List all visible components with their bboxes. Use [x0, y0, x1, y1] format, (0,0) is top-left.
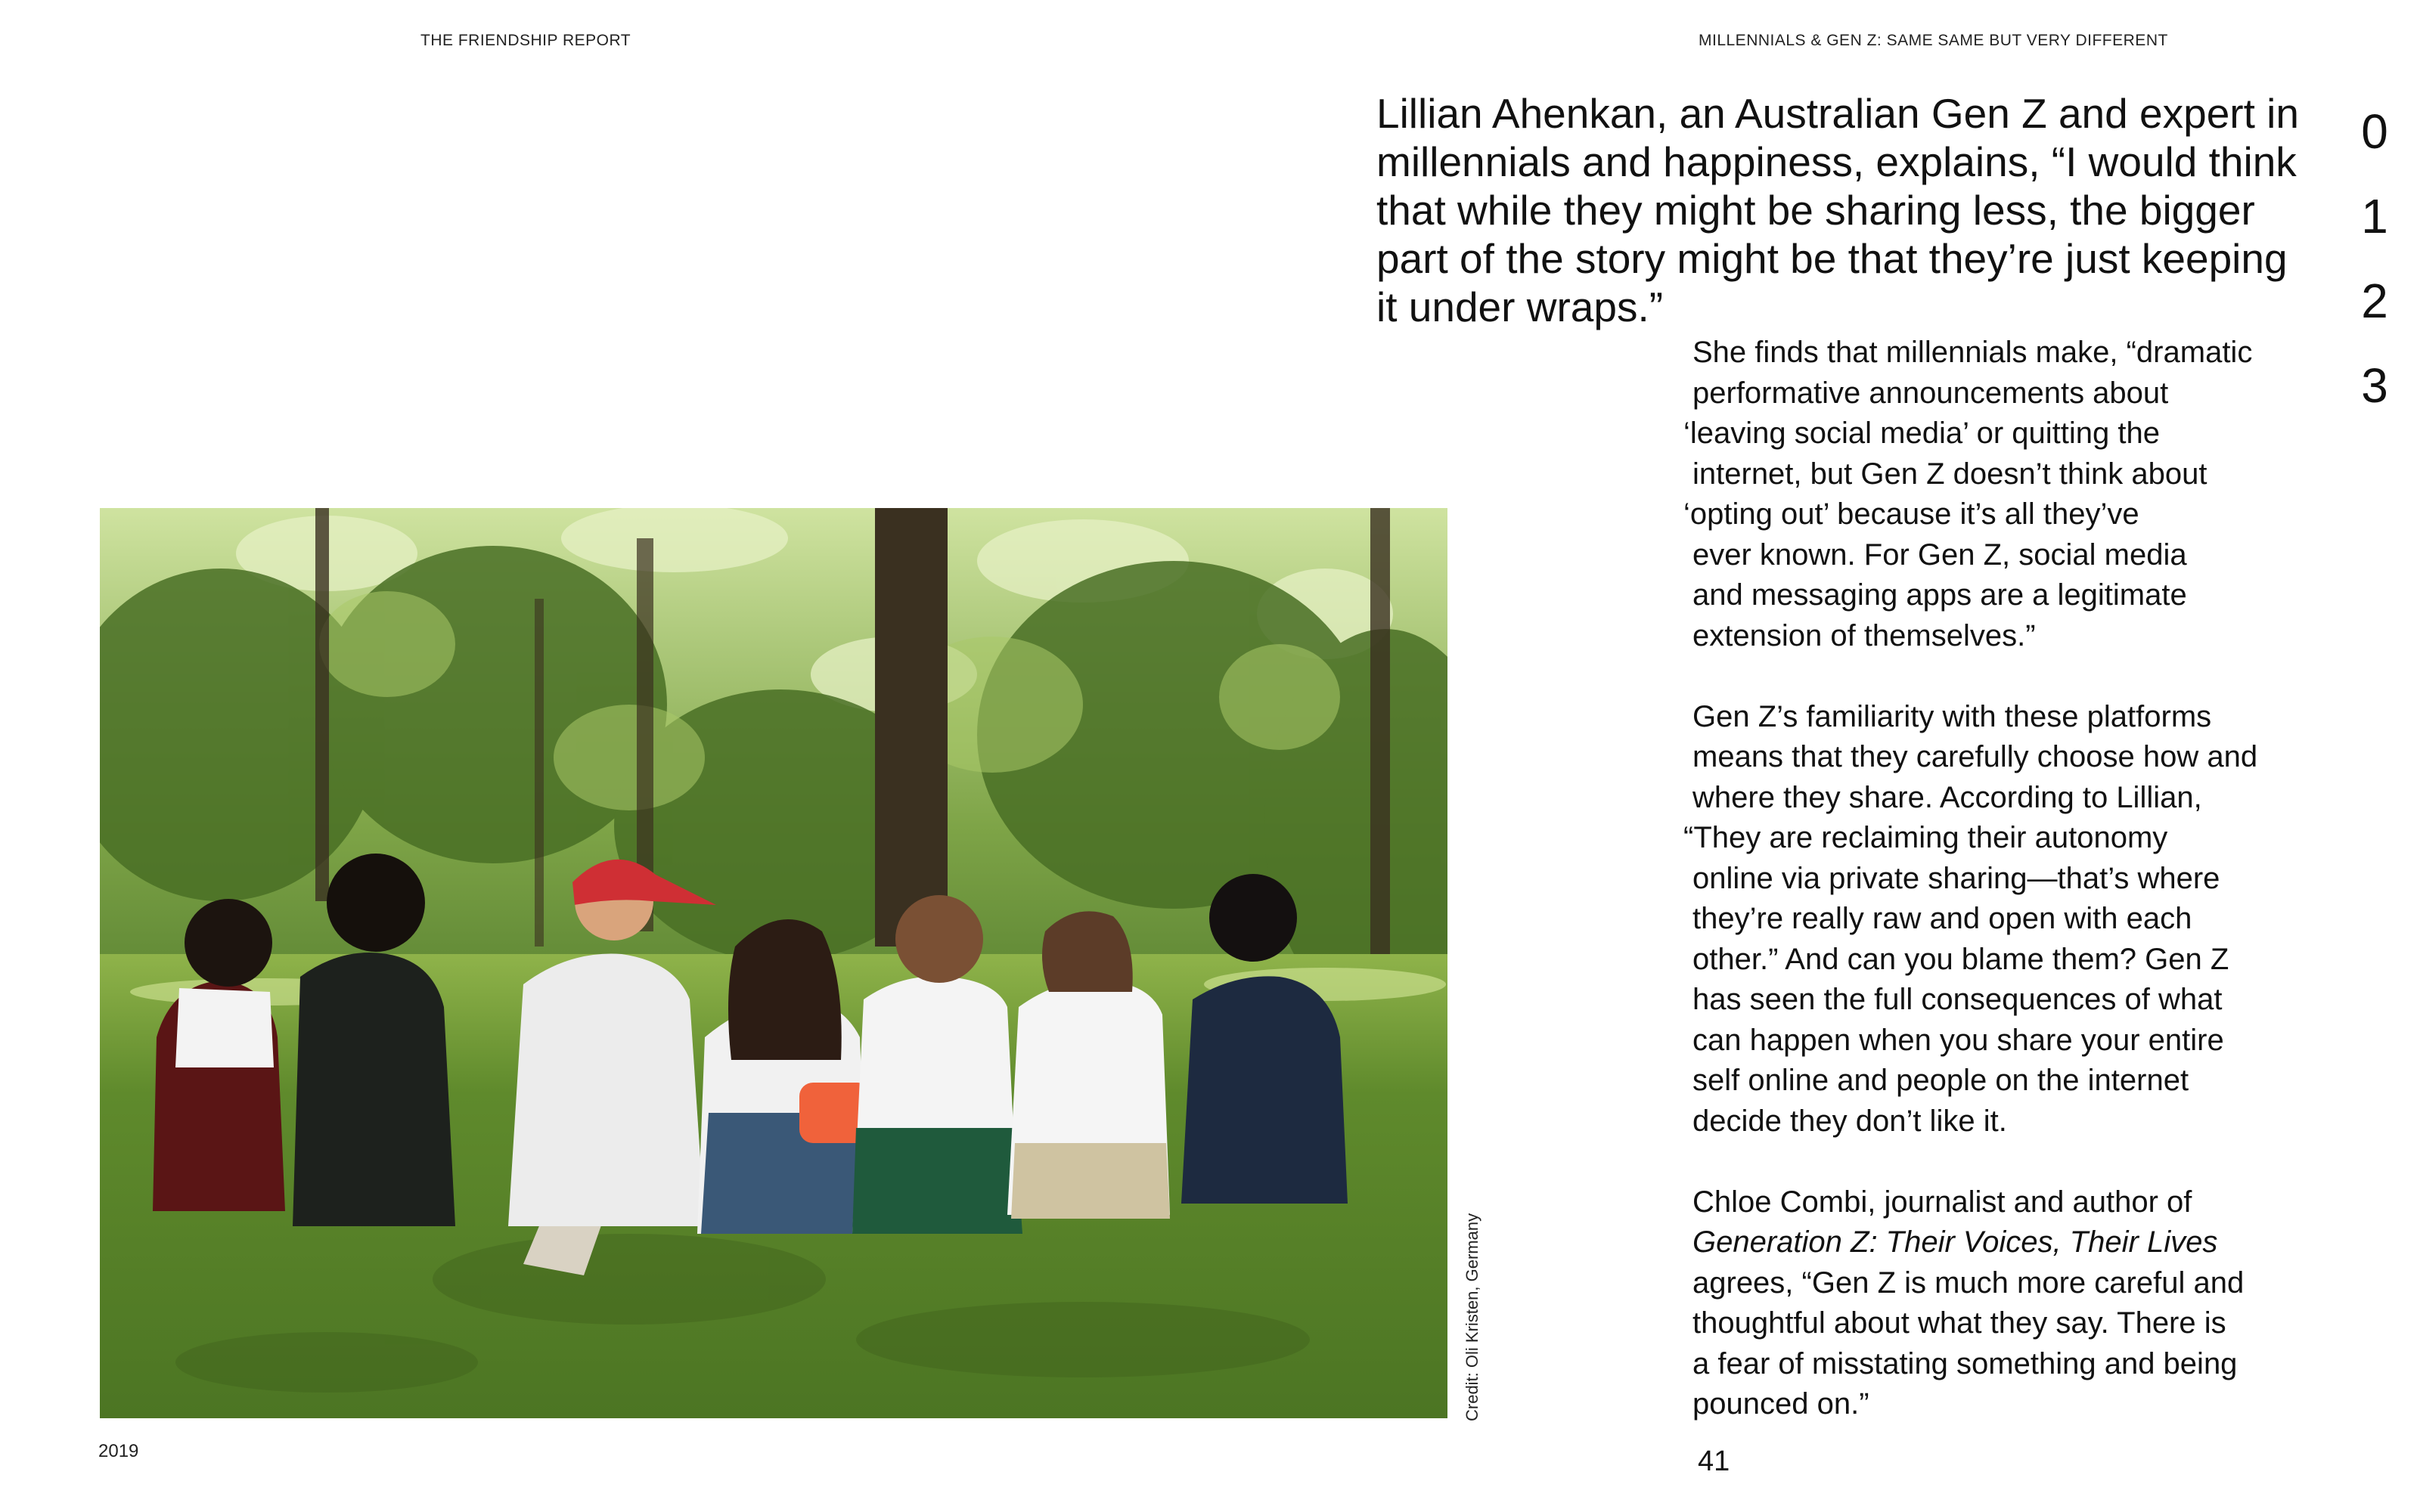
body-line: has seen the full consequences of what — [1692, 983, 2223, 1016]
pull-quote — [1376, 89, 2299, 331]
side-digit: 3 — [2361, 358, 2388, 413]
body-line: She finds that millennials make, “dramatic — [1692, 336, 2253, 369]
body-line: Gen Z’s familiarity with these platforms — [1692, 699, 2212, 733]
page-number: 41 — [1698, 1445, 1730, 1477]
side-digit-column — [2358, 89, 2391, 428]
pull-quote-line: Lillian Ahenkan, an Australian Gen Z and expert in — [1376, 90, 2299, 137]
body-line: where they share. According to Lillian, — [1692, 780, 2202, 814]
body-line: ever known. For Gen Z, social media — [1692, 538, 2187, 572]
paragraph-gap — [1692, 656, 2313, 697]
photo-credit: Credit: Oli Kristen, Germany — [1463, 1213, 1481, 1421]
pull-quote-line: millennials and happiness, explains, “I would think — [1376, 138, 2297, 185]
body-line: thoughtful about what they say. There is — [1692, 1306, 2226, 1340]
body-text — [1683, 333, 2313, 1425]
body-line: and messaging apps are a legitimate — [1692, 578, 2187, 612]
body-line: ‘opting out’ because it’s all they’ve — [1683, 497, 2139, 531]
book-title-line: Generation Z: Their Voices, Their Lives — [1692, 1225, 2218, 1259]
running-header-right: MILLENNIALS & GEN Z: SAME SAME BUT VERY DIFFERENT — [1699, 32, 2168, 49]
side-digit: 2 — [2361, 274, 2388, 328]
body-line: extension of themselves.” — [1692, 618, 2036, 652]
footer-year: 2019 — [98, 1441, 139, 1461]
body-line: online via private sharing—that’s where — [1692, 861, 2220, 895]
group-photo — [100, 508, 1447, 1418]
paragraph-gap — [1692, 1142, 2313, 1182]
running-header-left: THE FRIENDSHIP REPORT — [420, 32, 631, 49]
photo-illustration — [100, 508, 1447, 1418]
body-line: agrees, “Gen Z is much more careful and — [1692, 1266, 2245, 1300]
side-digit: 1 — [2361, 189, 2388, 243]
body-line: internet, but Gen Z doesn’t think about — [1692, 457, 2207, 491]
side-digit: 0 — [2361, 104, 2388, 159]
body-line: a fear of misstating something and being — [1692, 1346, 2238, 1380]
body-line: decide they don’t like it. — [1692, 1104, 2007, 1138]
body-line: Chloe Combi, journalist and author of — [1692, 1185, 2192, 1219]
pull-quote-line: it under wraps.” — [1376, 284, 1664, 330]
body-line: self online and people on the internet — [1692, 1064, 2189, 1097]
body-line: ‘leaving social media’ or quitting the — [1683, 417, 2160, 450]
body-line: pounced on.” — [1692, 1387, 1869, 1421]
body-line: means that they carefully choose how and — [1692, 740, 2258, 773]
pull-quote-line: that while they might be sharing less, the bigger — [1376, 187, 2255, 234]
body-line: can happen when you share your entire — [1692, 1023, 2224, 1057]
pull-quote-line: part of the story might be that they’re just keeping — [1376, 235, 2288, 282]
body-line: performative announcements about — [1692, 376, 2169, 410]
body-line: they’re really raw and open with each — [1692, 902, 2192, 935]
body-line: other.” And can you blame them? Gen Z — [1692, 942, 2229, 976]
body-line: “They are reclaiming their autonomy — [1683, 821, 2168, 854]
